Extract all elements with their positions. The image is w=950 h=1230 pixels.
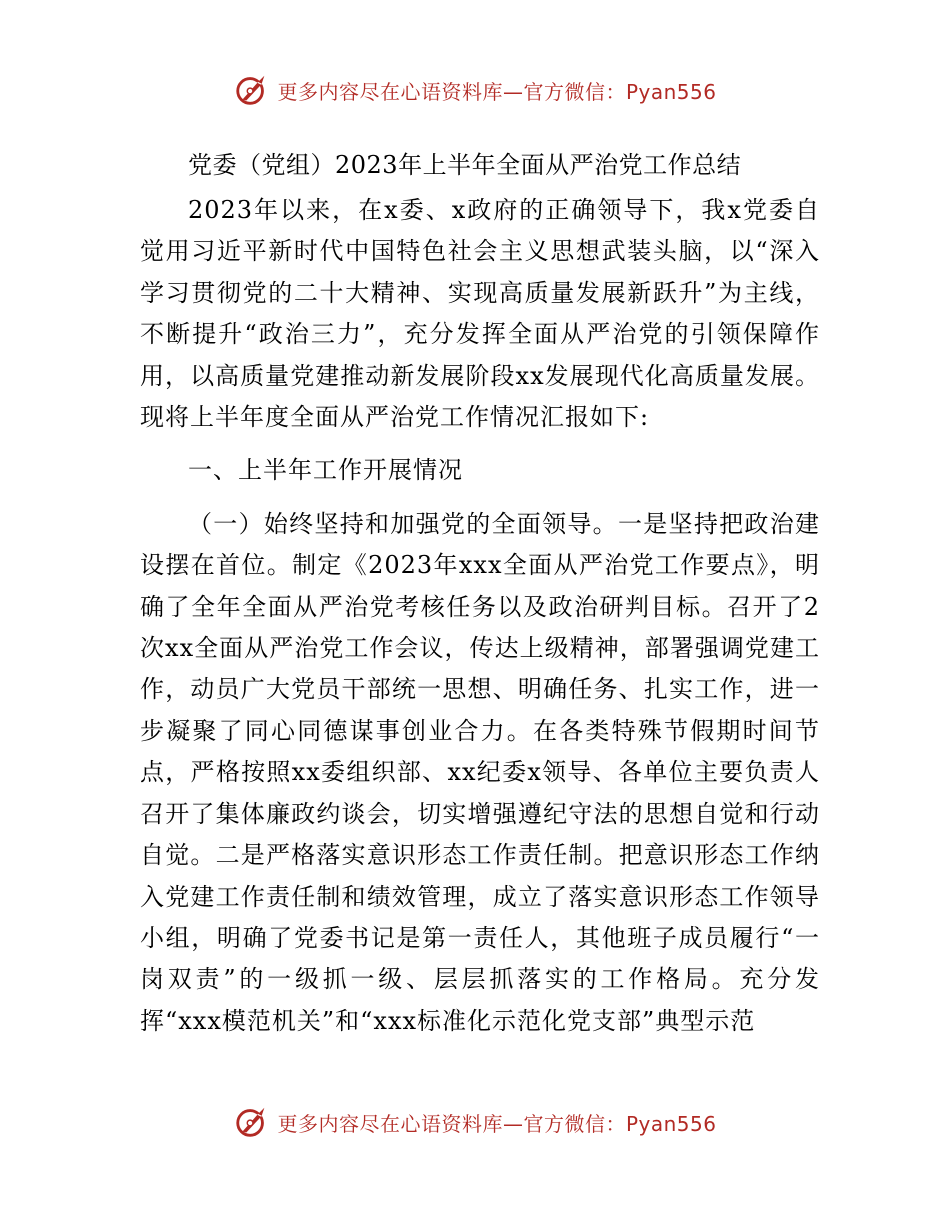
footer-watermark — [0, 1100, 950, 1144]
quill-pen-circle-icon — [233, 1103, 271, 1141]
watermark-text: 更多内容尽在心语资料库—官方微信：Pyan556 — [277, 1111, 717, 1136]
body-paragraph: （一）始终坚持和加强党的全面领导。一是坚持把政治建设摆在首位。制定《2023年xxx全面从严治党工作要点》，明确了全年全面从严治党考核任务以及政治研判目标。召开了2次xx全面从严治党工作会议，传达上级精神，部署强调党建工作，动员广大党员干部统一思想、明确任务、扎实工作，进一步凝聚了同心同德谋事创业合力。在各类特殊节假期时间节点，严格按照xx委组织部、xx纪委x领导、各单位主要负责人召开了集体廉政约谈会，切实增强遵纪守法的思想自觉和行动自觉。二是严格落实意识形态工作责任制。把意识形态工作纳入党建工作责任制和绩效管理，成立了落实意识形态工作领导小组，明确了党委书记是第一责任人，其他班子成员履行“一岗双责”的一级抓一级、层层抓落实的工作格局。充分发挥“xxx模范机关”和“xxx标准化示范化党支部”典型示范 — [140, 509, 820, 1035]
watermark-text: 更多内容尽在心语资料库—官方微信：Pyan556 — [277, 79, 717, 104]
intro-paragraph: 2023年以来，在x委、x政府的正确领导下，我x党委自觉用习近平新时代中国特色社会主义思想武装头脑，以“深入学习贯彻党的二十大精神、实现高质量发展新跃升”为主线，不断提升“政治三力”，充分发挥全面从严治党的引领保障作用，以高质量党建推动新发展阶段xx发展现代化高质量发展。现将上半年度全面从严治党工作情况汇报如下: — [140, 196, 820, 432]
section-heading: 一、上半年工作开展情况 — [188, 456, 463, 485]
quill-pen-circle-icon — [233, 71, 271, 109]
document-body — [140, 130, 820, 1042]
document-title: 党委（党组）2023年上半年全面从严治党工作总结 — [188, 151, 742, 179]
header-watermark — [0, 68, 950, 112]
